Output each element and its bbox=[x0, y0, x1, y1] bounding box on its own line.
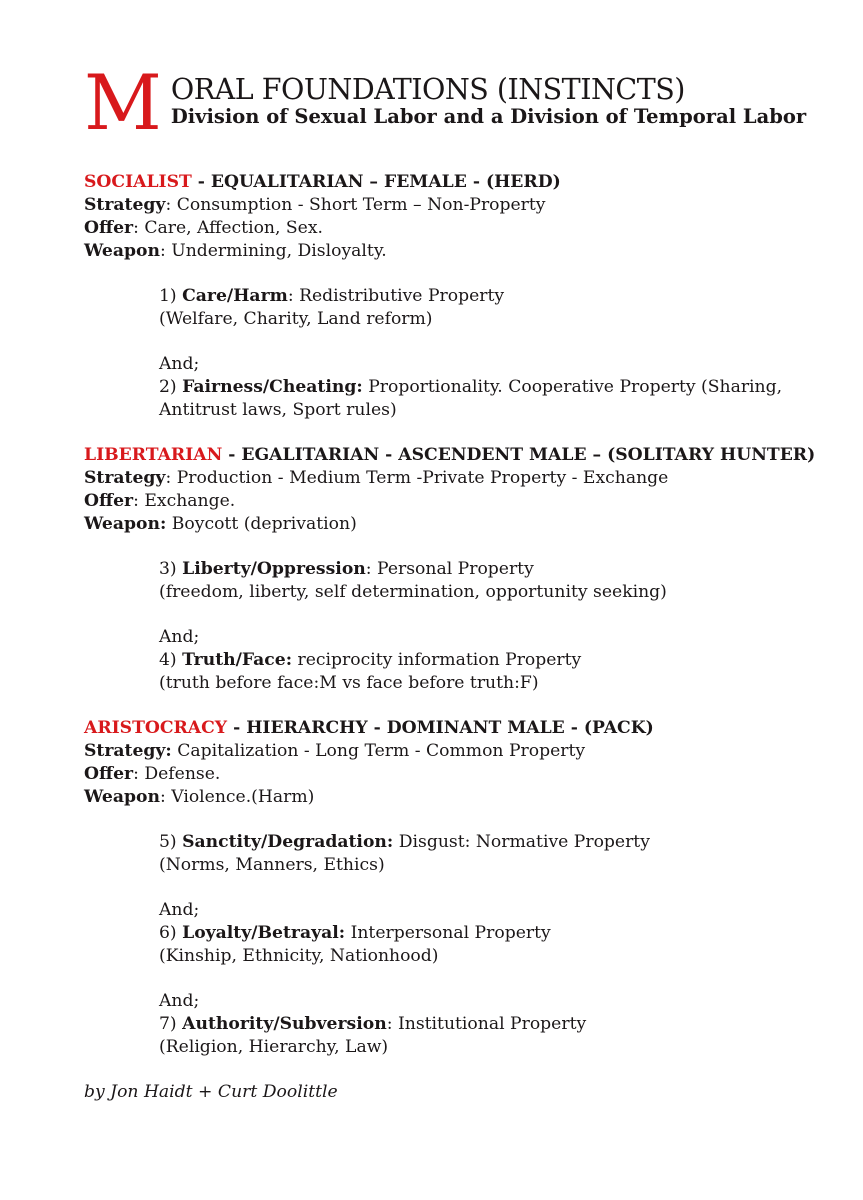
item-description: Proportionality. Cooperative Property (Sharing, bbox=[362, 377, 783, 398]
and-line: And; bbox=[159, 627, 200, 648]
item-name: Authority/Subversion bbox=[182, 1014, 387, 1035]
and-line: And; bbox=[159, 354, 200, 375]
foundation-item-3 bbox=[159, 558, 835, 604]
section-heading bbox=[84, 171, 835, 194]
offer-label: Offer bbox=[84, 491, 134, 512]
offer-line bbox=[84, 763, 835, 786]
item-main-line bbox=[159, 649, 835, 672]
foundation-item-2 bbox=[159, 353, 835, 422]
item-main-line bbox=[159, 285, 835, 308]
item-paren-line: (Religion, Hierarchy, Law) bbox=[159, 1037, 389, 1058]
item-number: 5) bbox=[159, 832, 183, 853]
foundation-item-4 bbox=[159, 626, 835, 695]
page-title: ORAL FOUNDATIONS (INSTINCTS) bbox=[170, 73, 685, 106]
strategy-value: Capitalization - Long Term - Common Property bbox=[171, 741, 586, 762]
offer-line bbox=[84, 490, 835, 513]
and-line: And; bbox=[159, 900, 200, 921]
item-name: Liberty/Oppression bbox=[182, 559, 366, 580]
item-number: 1) bbox=[159, 286, 183, 307]
item-main-line bbox=[159, 922, 835, 945]
item-description: reciprocity information Property bbox=[292, 650, 582, 671]
item-name: Fairness/Cheating: bbox=[182, 377, 363, 398]
and-line: And; bbox=[159, 991, 200, 1012]
section-heading-rest: - EGALITARIAN - ASCENDENT MALE – (SOLITARY HUNTER) bbox=[222, 445, 816, 466]
item-name: Loyalty/Betrayal: bbox=[182, 923, 346, 944]
item-number: 3) bbox=[159, 559, 183, 580]
weapon-value: : Undermining, Disloyalty. bbox=[159, 241, 387, 262]
item-description: Disgust: Normative Property bbox=[393, 832, 650, 853]
offer-value: : Exchange. bbox=[133, 491, 236, 512]
foundation-items bbox=[159, 831, 835, 1059]
section-aristocracy bbox=[84, 717, 835, 1059]
foundation-items bbox=[159, 285, 835, 422]
section-socialist bbox=[84, 171, 835, 422]
dropcap-m: M bbox=[84, 58, 162, 147]
item-name: Care/Harm bbox=[182, 286, 288, 307]
item-main-line bbox=[159, 376, 835, 399]
byline: by Jon Haidt + Curt Doolittle bbox=[84, 1082, 338, 1103]
section-name: SOCIALIST bbox=[84, 172, 192, 193]
weapon-line bbox=[84, 786, 835, 809]
item-description: : Institutional Property bbox=[386, 1014, 587, 1035]
item-main-line bbox=[159, 831, 835, 854]
item-description: Interpersonal Property bbox=[345, 923, 551, 944]
item-paren-line: (Kinship, Ethnicity, Nationhood) bbox=[159, 946, 439, 967]
offer-value: : Care, Affection, Sex. bbox=[133, 218, 324, 239]
item-paren-line: (Welfare, Charity, Land reform) bbox=[159, 309, 433, 330]
strategy-line bbox=[84, 194, 835, 217]
item-paren-line: (Norms, Manners, Ethics) bbox=[159, 855, 385, 876]
section-heading-rest: - EQUALITARIAN – FEMALE - (HERD) bbox=[191, 172, 561, 193]
item-name: Truth/Face: bbox=[182, 650, 293, 671]
item-description: : Redistributive Property bbox=[287, 286, 505, 307]
item-paren-line: (truth before face:M vs face before truth:F) bbox=[159, 673, 539, 694]
weapon-label: Weapon: bbox=[84, 514, 167, 535]
section-heading bbox=[84, 717, 835, 740]
weapon-label: Weapon bbox=[84, 787, 160, 808]
strategy-label: Strategy bbox=[84, 195, 166, 216]
strategy-label: Strategy bbox=[84, 468, 166, 489]
weapon-line bbox=[84, 513, 835, 536]
title-block bbox=[171, 73, 806, 128]
item-main-line bbox=[159, 558, 835, 581]
weapon-line bbox=[84, 240, 835, 263]
strategy-line bbox=[84, 740, 835, 763]
section-name: LIBERTARIAN bbox=[84, 445, 223, 466]
weapon-value: Boycott (deprivation) bbox=[166, 514, 357, 535]
item-number: 7) bbox=[159, 1014, 183, 1035]
page-subtitle: Division of Sexual Labor and a Division of Temporal Labor bbox=[170, 105, 807, 128]
foundation-item-1 bbox=[159, 285, 835, 331]
item-paren-line: Antitrust laws, Sport rules) bbox=[159, 400, 397, 421]
item-name: Sanctity/Degradation: bbox=[182, 832, 394, 853]
foundation-item-7 bbox=[159, 990, 835, 1059]
foundation-item-6 bbox=[159, 899, 835, 968]
offer-label: Offer bbox=[84, 764, 134, 785]
strategy-line bbox=[84, 467, 835, 490]
section-libertarian bbox=[84, 444, 835, 695]
item-paren-line: (freedom, liberty, self determination, opportunity seeking) bbox=[159, 582, 667, 603]
item-number: 6) bbox=[159, 923, 183, 944]
offer-line bbox=[84, 217, 835, 240]
item-main-line bbox=[159, 1013, 835, 1036]
foundation-item-5 bbox=[159, 831, 835, 877]
foundation-items bbox=[159, 558, 835, 695]
document-header bbox=[84, 58, 835, 147]
offer-value: : Defense. bbox=[133, 764, 221, 785]
item-description: : Personal Property bbox=[365, 559, 534, 580]
item-number: 4) bbox=[159, 650, 183, 671]
strategy-value: : Production - Medium Term -Private Property - Exchange bbox=[165, 468, 669, 489]
section-heading-rest: - HIERARCHY - DOMINANT MALE - (PACK) bbox=[227, 718, 654, 739]
weapon-value: : Violence.(Harm) bbox=[159, 787, 315, 808]
strategy-label: Strategy: bbox=[84, 741, 172, 762]
offer-label: Offer bbox=[84, 218, 134, 239]
section-heading bbox=[84, 444, 835, 467]
strategy-value: : Consumption - Short Term – Non-Property bbox=[165, 195, 546, 216]
weapon-label: Weapon bbox=[84, 241, 160, 262]
item-number: 2) bbox=[159, 377, 183, 398]
section-name: ARISTOCRACY bbox=[84, 718, 228, 739]
